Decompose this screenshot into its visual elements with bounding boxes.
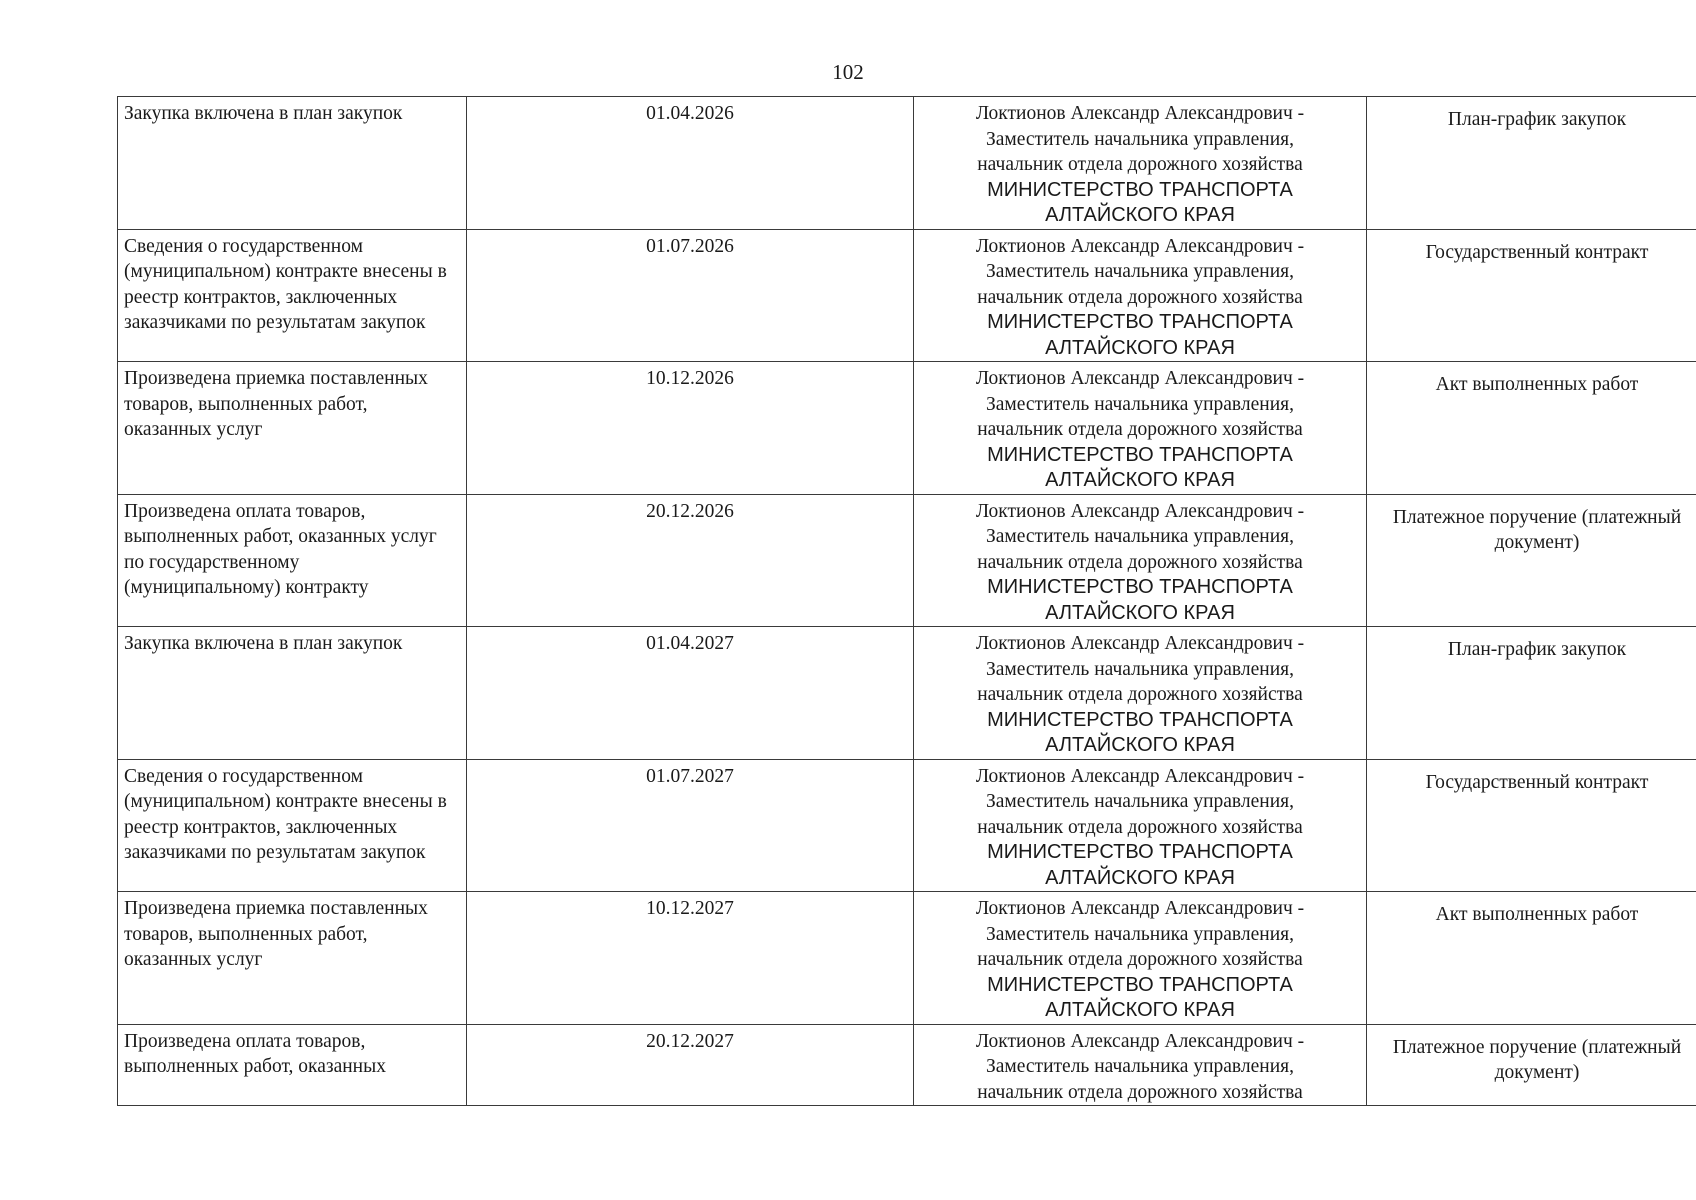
responsible-position: Заместитель начальника управления, (986, 791, 1294, 812)
control-points-table (117, 96, 1696, 1106)
document-cell (1367, 892, 1696, 1025)
event-cell: Закупка включена в план закупок (118, 627, 467, 760)
event-cell: Сведения о государственном (муниципальном) контракте внесены в реестр контрактов, заключенных заказчиками по результатам закупок (118, 759, 467, 892)
date-cell: 20.12.2026 (467, 494, 914, 627)
document-cell (1367, 97, 1696, 230)
responsible-position: Заместитель начальника управления, (986, 658, 1294, 680)
date-cell: 20.12.2027 (467, 1024, 914, 1106)
responsible-cell (914, 97, 1367, 230)
responsible-org: АЛТАЙСКОГО КРАЯ (1045, 336, 1235, 359)
table-row (118, 494, 1696, 627)
page-number: 102 (832, 60, 864, 84)
responsible-org: АЛТАЙСКОГО КРАЯ (1045, 866, 1235, 889)
table-row (118, 892, 1696, 1025)
responsible-name: Локтионов Александр Александрович - (975, 765, 1305, 787)
responsible-position: Заместитель начальника управления, (986, 393, 1294, 415)
date-cell: 01.04.2027 (467, 627, 914, 760)
table-row (118, 229, 1696, 362)
responsible-position: начальник отдела дорожного хозяйства (977, 286, 1303, 308)
document-type: Акт выполненных работ (1435, 904, 1639, 925)
date-cell: 01.07.2027 (467, 759, 914, 892)
document-type: План-график закупок (1447, 109, 1627, 130)
responsible-name: Локтионов Александр Александрович - (975, 235, 1305, 257)
responsible-cell (914, 892, 1367, 1025)
responsible-org: АЛТАЙСКОГО КРАЯ (1045, 999, 1235, 1021)
responsible-position: Заместитель начальника управления, (986, 923, 1294, 945)
document-type: Государственный контракт (1425, 771, 1649, 793)
document-type: Платежное поручение (платежный документ) (1392, 1036, 1682, 1083)
document-type: Акт выполненных работ (1435, 374, 1639, 395)
table-row (118, 97, 1696, 230)
responsible-org: МИНИСТЕРСТВО ТРАНСПОРТА (987, 708, 1293, 731)
table-row (118, 759, 1696, 892)
document-cell (1367, 759, 1696, 892)
document-type: План-график закупок (1447, 639, 1627, 660)
responsible-name: Локтионов Александр Александрович - (975, 1030, 1305, 1052)
document-cell (1367, 1024, 1696, 1106)
responsible-position: начальник отдела дорожного хозяйства (977, 419, 1303, 440)
responsible-cell (914, 362, 1367, 495)
date-cell: 01.07.2026 (467, 229, 914, 362)
responsible-cell (914, 627, 1367, 760)
document-type: Государственный контракт (1425, 241, 1649, 263)
responsible-position: Заместитель начальника управления, (986, 128, 1294, 150)
responsible-position: начальник отдела дорожного хозяйства (977, 816, 1303, 838)
responsible-org: МИНИСТЕРСТВО ТРАНСПОРТА (987, 576, 1293, 598)
responsible-name: Локтионов Александр Александрович - (975, 898, 1305, 919)
responsible-name: Локтионов Александр Александрович - (975, 500, 1305, 522)
date-cell: 01.04.2026 (467, 97, 914, 230)
date-cell: 10.12.2026 (467, 362, 914, 495)
responsible-cell (914, 494, 1367, 627)
event-cell: Произведена приемка поставленных товаров, выполненных работ, оказанных услуг (118, 892, 467, 1025)
responsible-org: МИНИСТЕРСТВО ТРАНСПОРТА (987, 443, 1293, 466)
table-row (118, 1024, 1696, 1106)
responsible-cell (914, 759, 1367, 892)
date-cell: 10.12.2027 (467, 892, 914, 1025)
table-row (118, 627, 1696, 760)
responsible-org: МИНИСТЕРСТВО ТРАНСПОРТА (987, 311, 1293, 333)
responsible-position: Заместитель начальника управления, (986, 1056, 1294, 1077)
event-cell: Закупка включена в план закупок (118, 97, 467, 230)
document-cell (1367, 494, 1696, 627)
responsible-org: МИНИСТЕРСТВО ТРАНСПОРТА (987, 178, 1293, 201)
responsible-org: МИНИСТЕРСТВО ТРАНСПОРТА (987, 973, 1293, 996)
responsible-position: Заместитель начальника управления, (986, 261, 1294, 282)
event-cell: Произведена приемка поставленных товаров, выполненных работ, оказанных услуг (118, 362, 467, 495)
event-cell: Произведена оплата товаров, выполненных работ, оказанных (118, 1024, 467, 1106)
document-cell (1367, 627, 1696, 760)
document-type: Платежное поручение (платежный документ) (1392, 506, 1682, 553)
responsible-cell (914, 1024, 1367, 1106)
responsible-position: начальник отдела дорожного хозяйства (977, 1081, 1303, 1103)
responsible-position: начальник отдела дорожного хозяйства (977, 551, 1303, 573)
responsible-position: начальник отдела дорожного хозяйства (977, 949, 1303, 970)
responsible-org: МИНИСТЕРСТВО ТРАНСПОРТА (987, 841, 1293, 863)
event-cell: Произведена оплата товаров, выполненных работ, оказанных услуг по государственному (муниципальному) контракту (118, 494, 467, 627)
document-cell (1367, 362, 1696, 495)
responsible-position: начальник отдела дорожного хозяйства (977, 154, 1303, 175)
table-row (118, 362, 1696, 495)
responsible-org: АЛТАЙСКОГО КРАЯ (1045, 734, 1235, 756)
responsible-position: Заместитель начальника управления, (986, 526, 1294, 547)
responsible-org: АЛТАЙСКОГО КРАЯ (1045, 469, 1235, 491)
responsible-cell (914, 229, 1367, 362)
responsible-org: АЛТАЙСКОГО КРАЯ (1045, 601, 1235, 624)
responsible-name: Локтионов Александр Александрович - (975, 633, 1305, 654)
responsible-name: Локтионов Александр Александрович - (975, 103, 1305, 124)
document-cell (1367, 229, 1696, 362)
responsible-name: Локтионов Александр Александрович - (975, 368, 1305, 389)
event-cell: Сведения о государственном (муниципальном) контракте внесены в реестр контрактов, заключенных заказчиками по результатам закупок (118, 229, 467, 362)
responsible-position: начальник отдела дорожного хозяйства (977, 684, 1303, 705)
responsible-org: АЛТАЙСКОГО КРАЯ (1045, 204, 1235, 226)
